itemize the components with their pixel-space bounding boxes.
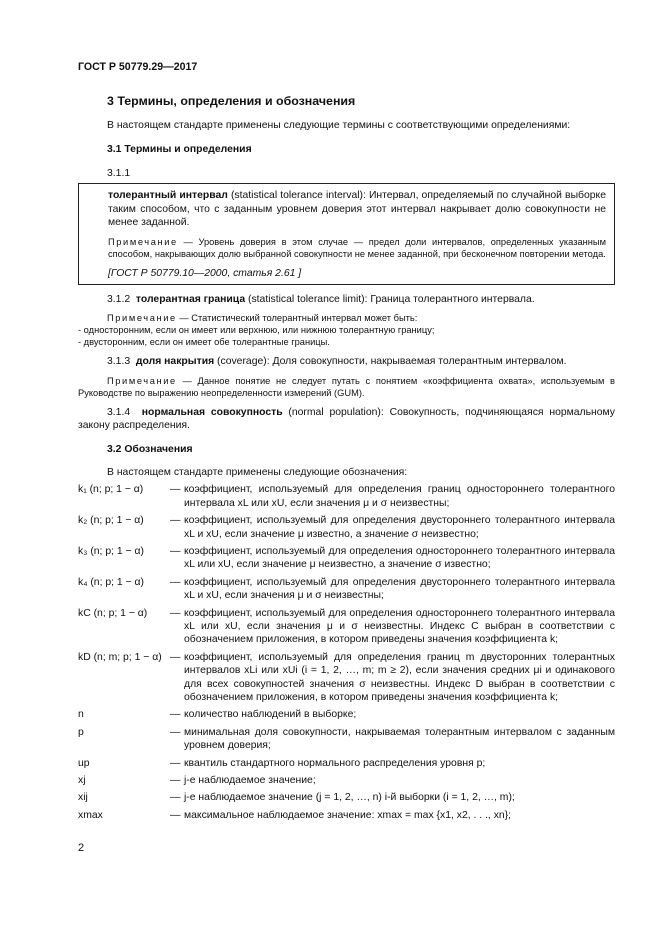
symbol-dash: — xyxy=(170,651,181,663)
symbol-description: коэффициент, используемый для определения одностороннего толерантного интервала xL или xU, если значение μ неизвестно, а значение σ известно; xyxy=(184,545,615,571)
symbol: xmax xyxy=(78,809,103,821)
symbol-row xyxy=(78,576,615,603)
note-text: — Данное понятие не следует путать с понятием «коэффициента охвата», используемым в Руководстве по выражению неопределенности измерений (GUM). xyxy=(78,375,615,398)
term-normal-population: нормальная совокупность xyxy=(141,406,283,418)
item-3-1-3 xyxy=(78,355,615,368)
symbol-row xyxy=(78,545,615,572)
symbols-list xyxy=(78,483,615,822)
term-tolerance-interval: толерантный интервал xyxy=(108,190,228,202)
symbol: kC (n; p; 1 − α) xyxy=(78,607,148,619)
symbol: n xyxy=(78,709,84,721)
definition-reference xyxy=(108,267,606,280)
subsection-3-2-title: 3.2 Обозначения xyxy=(107,444,193,456)
item-3-1-2 xyxy=(78,293,615,306)
symbol-row xyxy=(78,791,615,804)
item-3-1-1-number: 3.1.1 xyxy=(107,167,131,179)
symbol-row xyxy=(78,708,615,721)
symbol-dash: — xyxy=(170,809,181,821)
symbol: k₄ (n; p; 1 − α) xyxy=(78,576,144,588)
symbol: p xyxy=(78,726,84,738)
symbol: xij xyxy=(78,792,88,804)
note-list-item: - двусторонним, если он имеет обе толерантные границы. xyxy=(78,337,330,348)
symbol: k₂ (n; p; 1 − α) xyxy=(78,515,144,527)
note-text: — Статистический толерантный интервал может быть: xyxy=(176,313,418,324)
item-3-1-4 xyxy=(78,406,615,433)
symbol-row xyxy=(78,651,615,705)
symbol-dash: — xyxy=(170,607,181,619)
symbol-dash: — xyxy=(170,709,181,721)
symbol-row xyxy=(78,757,615,770)
symbol-row xyxy=(78,483,615,510)
document-header: ГОСТ Р 50779.29—2017 xyxy=(78,61,198,73)
note-text: — Уровень доверия в этом случае — предел доли интервалов, определенных указанным способом, накрывающих долю выбранной совокупности не менее заданной, при бесконечном повторении метода. xyxy=(108,237,606,260)
definition-text: (statistical tolerance interval): Интервал, определяемый по случайной выборке таким способом, что с заданным уровнем доверия этот интервал накрывает долю совокупности не менее заданной. xyxy=(108,190,606,229)
symbol-description: коэффициент, используемый для определения границ одностороннего толерантного интервала xL или xU, если значения μ и σ неизвестны; xyxy=(184,484,615,509)
symbol-dash: — xyxy=(170,792,181,804)
item-number: 3.1.3 xyxy=(107,356,131,368)
symbol-description: коэффициент, используемый для определения двустороннего толерантного интервала xL и xU, если значения μ и σ неизвестны; xyxy=(184,576,615,602)
symbol-description: коэффициент, используемый для определения двустороннего толерантного интервала xL и xU, если значение μ известно, а значение σ неизвестно; xyxy=(184,515,615,540)
item-3-1-3-note xyxy=(78,375,615,399)
symbol-description: j-е наблюдаемое значение (j = 1, 2, …, n) i-й выборки (i = 1, 2, …, m); xyxy=(184,792,515,804)
page-number: 2 xyxy=(78,842,85,854)
term-coverage: доля накрытия xyxy=(135,356,215,368)
definition-box xyxy=(78,183,615,285)
symbols-intro: В настоящем стандарте применены следующие обозначения: xyxy=(107,466,408,478)
symbol-description: максимальное наблюдаемое значение: xmax = max {x1, x2, . . ., xn}; xyxy=(184,809,512,821)
definition-box-note xyxy=(108,236,606,260)
symbol-dash: — xyxy=(170,484,181,496)
symbol-dash: — xyxy=(170,515,181,527)
symbol-description: коэффициент, используемый для определения одностороннего толерантного интервала xL или xU, если значения μ и σ неизвестны. Индекс C выбран в соответствии с обозначением приложения, в котором приведены значения коэффициента k; xyxy=(184,607,615,646)
symbol-row xyxy=(78,726,615,753)
note-label: Примечание xyxy=(108,237,178,248)
item-definition: (statistical tolerance limit): Граница толерантного интервала. xyxy=(245,293,535,305)
reference-text: [ГОСТ Р 50779.10—2000, статья 2.61 ] xyxy=(108,268,302,280)
symbol-dash: — xyxy=(170,576,181,588)
definition-3-1-1 xyxy=(108,189,606,229)
symbol: kD (n; m; p; 1 − α) xyxy=(78,651,162,663)
note-list-item: - односторонним, если он имеет или верхнюю, или нижнюю толерантную границу; xyxy=(78,325,435,336)
symbol-description: квантиль стандартного нормального распределения уровня p; xyxy=(184,757,486,769)
symbol-dash: — xyxy=(170,757,181,769)
symbol-row xyxy=(78,514,615,541)
item-number: 3.1.4 xyxy=(107,406,131,418)
section-intro: В настоящем стандарте применены следующие термины с соответствующими определениями: xyxy=(107,120,571,131)
symbol-row xyxy=(78,809,615,822)
symbol: k₃ (n; p; 1 − α) xyxy=(78,545,144,557)
item-definition: (coverage): Доля совокупности, накрываемая толерантным интервалом. xyxy=(214,356,567,368)
item-definition: (normal population): Совокупность, подчиняющаяся нормальному закону распределения. xyxy=(78,406,615,432)
symbol-dash: — xyxy=(170,545,181,557)
item-number: 3.1.2 xyxy=(107,293,131,305)
section-title: 3 Термины, определения и обозначения xyxy=(107,94,356,108)
term-tolerance-limit: толерантная граница xyxy=(135,293,246,305)
symbol-row xyxy=(78,607,615,647)
item-3-1-2-note xyxy=(78,312,615,324)
symbol-description: минимальная доля совокупности, накрываемая толерантным интервалом с заданным уровнем доверия; xyxy=(184,726,615,752)
symbol-description: j-е наблюдаемое значение; xyxy=(184,775,316,786)
symbol: up xyxy=(78,757,90,769)
symbol-description: количество наблюдений в выборке; xyxy=(184,709,357,721)
note-label: Примечание xyxy=(107,313,177,324)
symbol-description: коэффициент, используемый для определения границ m двусторонних толерантных интервалов xLi или xUi (i = 1, 2, …, m; m ≥ 2), если значения средних μi и одинакового для всех совокупностей значения σ неизвестны. Индекс D выбран в соответствии с обозначением приложения, в котором приведены значения коэффициента k; xyxy=(184,651,615,703)
symbol-row xyxy=(78,774,615,787)
document-body xyxy=(78,90,615,826)
symbol: k₁ (n; p; 1 − α) xyxy=(78,484,144,496)
subsection-3-1-title: 3.1 Термины и определения xyxy=(107,144,252,156)
symbol-dash: — xyxy=(170,726,181,738)
note-label: Примечание xyxy=(107,375,177,386)
symbol-dash: — xyxy=(170,775,181,786)
symbol: xj xyxy=(78,775,86,786)
